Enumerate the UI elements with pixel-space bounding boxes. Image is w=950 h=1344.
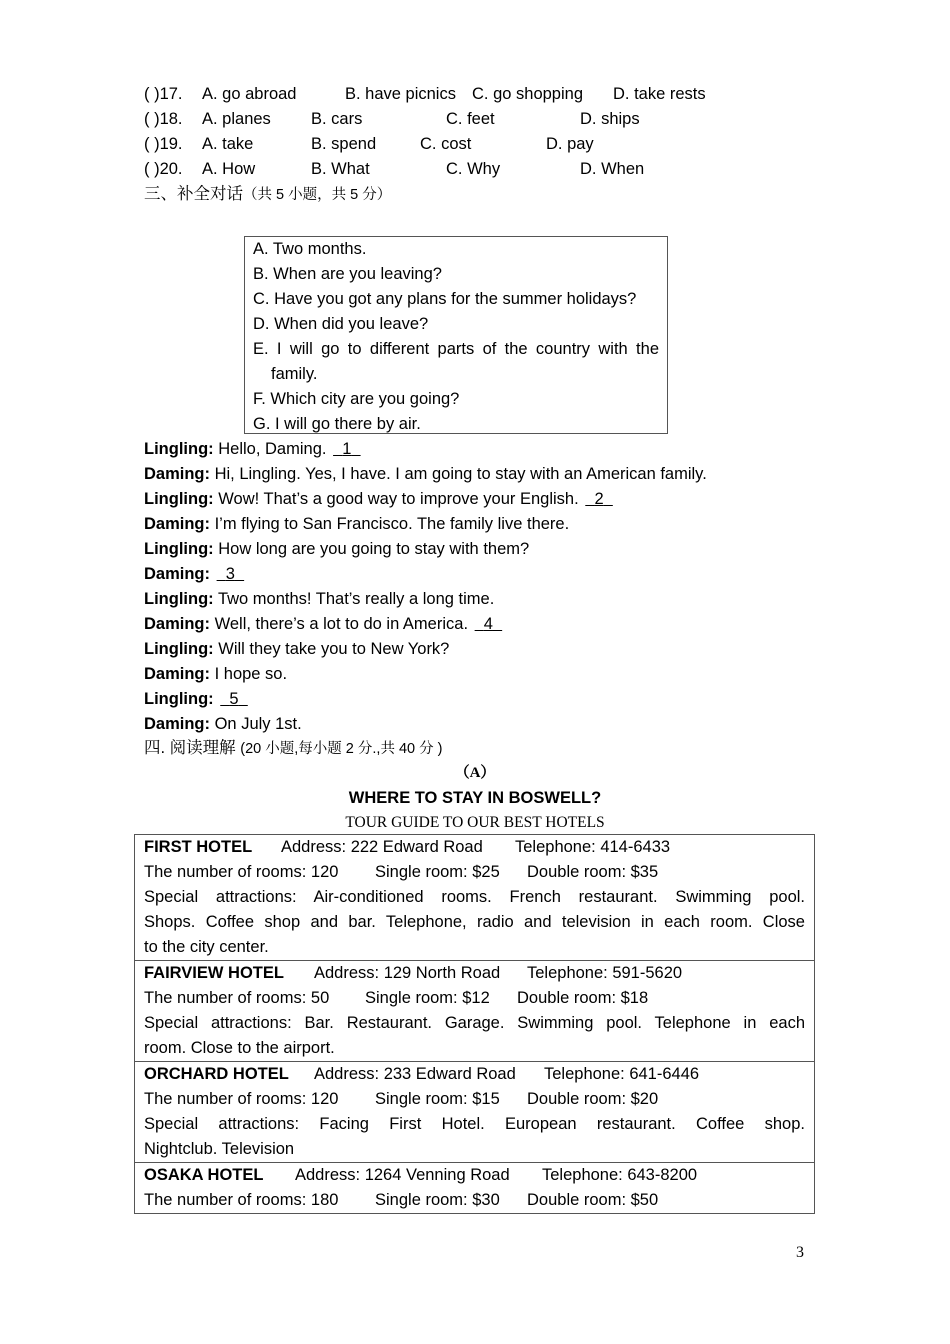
dialogue-line [144,687,250,712]
speaker-name: Lingling: [144,690,214,708]
hotel-phone: Telephone: 643-8200 [542,1166,698,1184]
page-number: 3 [796,1244,804,1261]
option-d: D. pay [546,135,594,153]
option-item: F. Which city are you going? [253,390,460,408]
option-a: A. take [202,135,254,153]
hotel-single: Single room: $12 [365,989,490,1007]
dialogue-line [144,537,529,562]
dialogue-line [144,612,504,637]
blank-number: 4 [483,615,493,633]
option-b: B. cars [311,110,363,128]
dialogue-line [144,712,302,737]
hotel-rooms: The number of rooms: 50 [144,989,330,1007]
question-number: ( )20. [144,160,183,178]
option-b: B. spend [311,135,377,153]
speaker-name: Daming: [144,715,210,733]
speaker-name: Lingling: [144,590,214,608]
dialogue-line [144,487,615,512]
dialogue-line [144,562,246,587]
hotel-single: Single room: $30 [375,1191,500,1209]
hotel-name: ORCHARD HOTEL [144,1065,289,1083]
hotel-double: Double room: $50 [527,1191,659,1209]
option-d: D. When [580,160,645,178]
question-number: ( )18. [144,110,183,128]
option-item: B. When are you leaving? [253,265,442,283]
speaker-name: Daming: [144,515,210,533]
blank-number: 2 [594,490,604,508]
hotel-attractions: Special attractions: Air-conditioned rooms. French restaurant. Swimming pool. [144,888,805,906]
hotel-single: Single room: $15 [375,1090,500,1108]
option-c: C. feet [446,110,495,128]
hotel-attractions: room. Close to the airport. [144,1039,335,1057]
speaker-name: Lingling: [144,540,214,558]
hotel-attractions: Shops. Coffee shop and bar. Telephone, radio and television in each room. Close [144,913,805,931]
passage-label: （A） [454,765,496,781]
option-b: B. What [311,160,370,178]
hotel-address: Address: 129 North Road [314,964,501,982]
section-title: 四. 阅读理解 [144,739,236,757]
option-item: A. Two months. [253,240,367,258]
speaker-name: Daming: [144,565,210,583]
question-number: ( )17. [144,85,183,103]
speaker-name: Daming: [144,615,210,633]
option-a: A. planes [202,110,271,128]
speaker-name: Daming: [144,665,210,683]
dialogue-text: Hello, Daming. [218,440,327,458]
hotel-name: FAIRVIEW HOTEL [144,964,284,982]
hotel-phone: Telephone: 414-6433 [515,838,671,856]
hotel-rooms: The number of rooms: 120 [144,1090,339,1108]
hotel-attractions: Special attractions: Facing First Hotel. European restaurant. Coffee shop. [144,1115,805,1133]
dialogue-text: Two months! That’s really a long time. [217,590,495,608]
answer-blank[interactable] [215,562,247,587]
dialogue-options-box [244,236,668,434]
hotel-rooms: The number of rooms: 180 [144,1191,339,1209]
hotel-osaka [135,1163,814,1213]
hotel-fairview [135,961,814,1062]
hotel-first [135,835,814,961]
hotel-orchard [135,1062,814,1163]
dialogue-text: Well, there’s a lot to do in America. [214,615,469,633]
hotel-name: FIRST HOTEL [144,838,253,856]
question-number: ( )19. [144,135,183,153]
option-a: A. How [202,160,256,178]
dialogue-text: How long are you going to stay with them? [218,540,530,558]
answer-blank[interactable] [331,437,363,462]
hotel-attractions: Special attractions: Bar. Restaurant. Garage. Swimming pool. Telephone in each [144,1014,805,1032]
passage-subheading: TOUR GUIDE TO OUR BEST HOTELS [345,814,605,831]
hotel-double: Double room: $20 [527,1090,659,1108]
dialogue-text: Hi, Lingling. Yes, I have. I am going to stay with an American family. [214,465,707,483]
option-item: E. I will go to different parts of the country with the [253,340,659,358]
hotel-address: Address: 1264 Venning Road [295,1166,510,1184]
dialogue-text: On July 1st. [214,715,302,733]
answer-blank[interactable] [583,487,615,512]
blank-number: 5 [229,690,239,708]
hotel-attractions: to the city center. [144,938,269,956]
answer-blank[interactable] [218,687,250,712]
hotel-single: Single room: $25 [375,863,500,881]
option-item: D. When did you leave? [253,315,429,333]
option-item-continuation: family. [271,365,318,383]
option-b: B. have picnics [345,85,456,103]
section-3-heading [144,182,391,207]
hotel-attractions: Nightclub. Television [144,1140,295,1158]
hotel-double: Double room: $35 [527,863,659,881]
option-c: C. go shopping [472,85,583,103]
speaker-name: Lingling: [144,440,214,458]
dialogue-line [144,637,449,662]
hotel-table [134,834,815,1214]
option-c: C. Why [446,160,501,178]
hotel-phone: Telephone: 641-6446 [544,1065,700,1083]
dialogue-text: I’m flying to San Francisco. The family live there. [214,515,570,533]
hotel-phone: Telephone: 591-5620 [527,964,683,982]
option-d: D. ships [580,110,640,128]
speaker-name: Lingling: [144,640,214,658]
dialogue-line [144,587,494,612]
dialogue-line [144,462,707,487]
dialogue-text: I hope so. [214,665,288,683]
blank-number: 3 [225,565,235,583]
dialogue-text: Will they take you to New York? [218,640,450,658]
hotel-name: OSAKA HOTEL [144,1166,264,1184]
section-note: （共 5 小题，共 5 分） [243,187,392,203]
section-title: 三、补全对话 [144,185,243,203]
hotel-double: Double room: $18 [517,989,649,1007]
option-d: D. take rests [613,85,706,103]
dialogue-text: Wow! That’s a good way to improve your English. [218,490,579,508]
option-c: C. cost [420,135,472,153]
blank-number: 1 [342,440,352,458]
option-item: G. I will go there by air. [253,415,421,433]
dialogue-line [144,662,287,687]
option-item: C. Have you got any plans for the summer holidays? [253,290,637,308]
dialogue-line [144,512,569,537]
speaker-name: Daming: [144,465,210,483]
hotel-address: Address: 233 Edward Road [314,1065,516,1083]
passage-heading: WHERE TO STAY IN BOSWELL? [348,789,602,807]
hotel-address: Address: 222 Edward Road [281,838,483,856]
section-note: (20 小题,每小题 2 分.,共 40 分 ) [240,741,443,757]
answer-blank[interactable] [473,612,505,637]
hotel-rooms: The number of rooms: 120 [144,863,339,881]
dialogue-line [144,437,363,462]
section-4-heading [144,736,443,761]
speaker-name: Lingling: [144,490,214,508]
option-a: A. go abroad [202,85,297,103]
